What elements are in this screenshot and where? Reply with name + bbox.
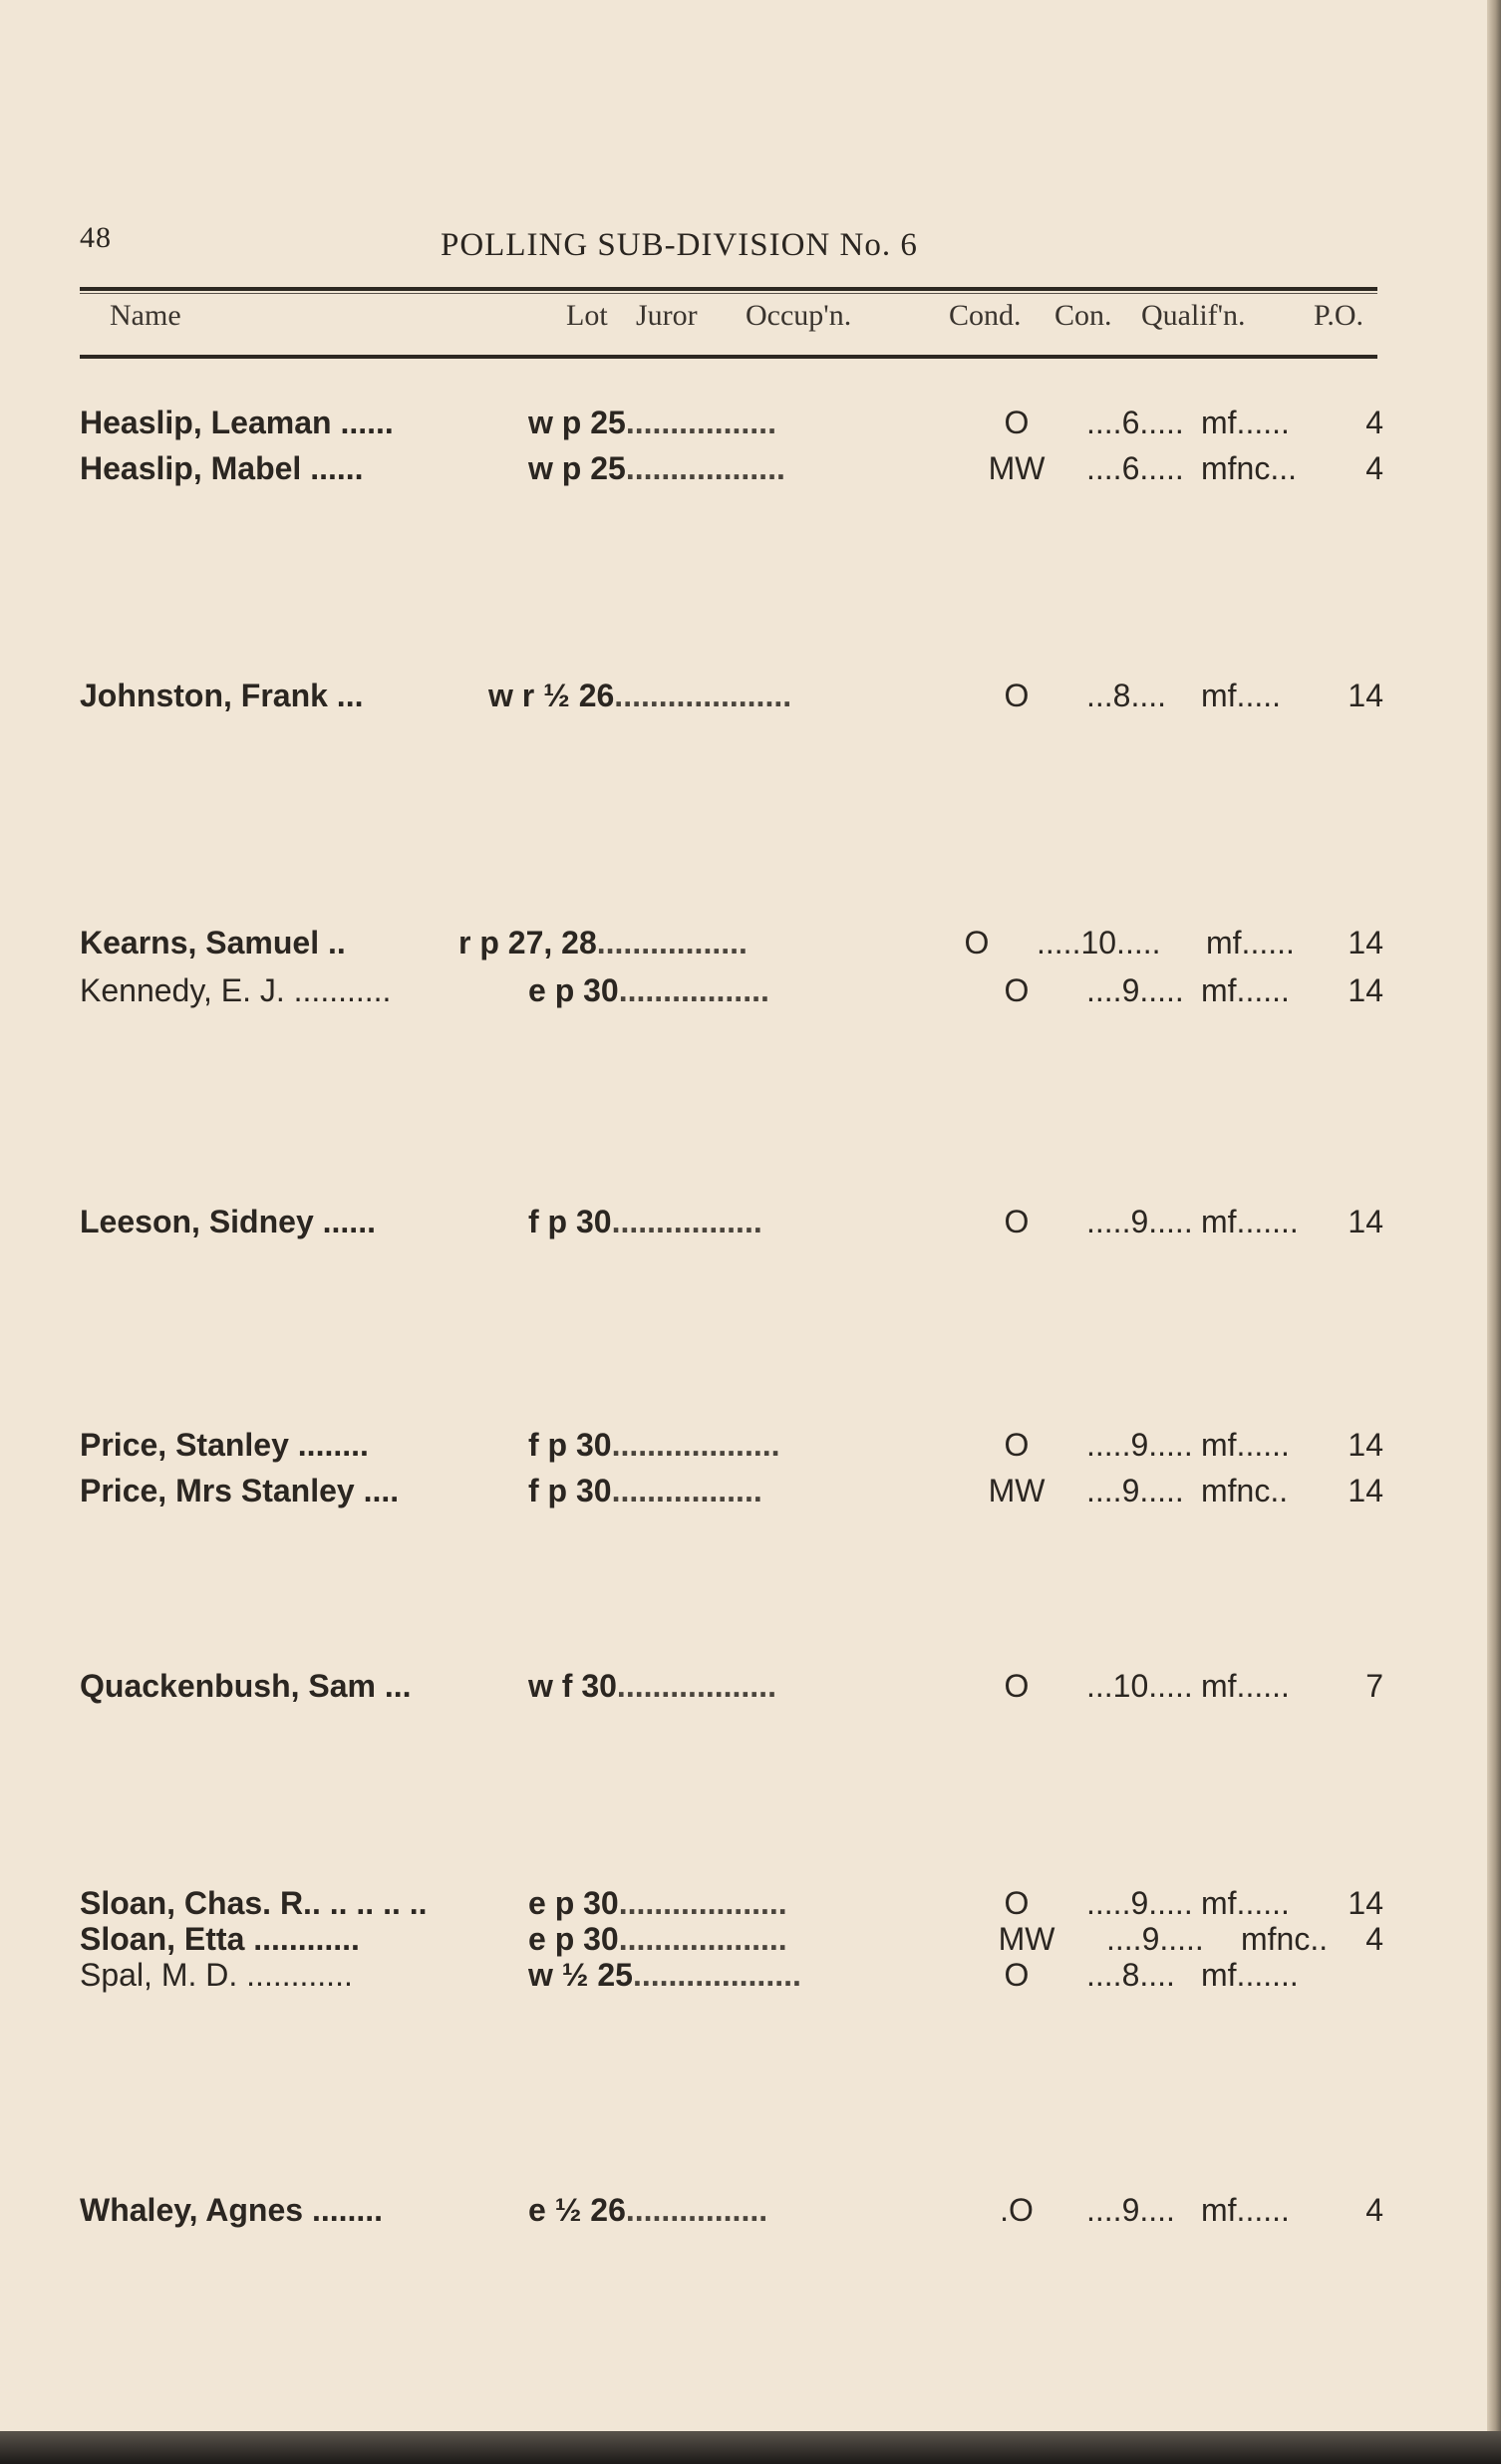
- voter-concession: .....9.....: [1086, 1204, 1193, 1239]
- voter-concession: ...10.....: [1086, 1668, 1193, 1704]
- voter-entry: [80, 2192, 1385, 2236]
- voter-post-office: 14: [1348, 1885, 1383, 1921]
- voter-qualification: mf......: [1201, 405, 1290, 440]
- voter-condition: O: [1004, 1204, 1030, 1239]
- voter-lot: r p 27, 28.................: [458, 925, 748, 960]
- voter-condition: O: [1004, 405, 1030, 440]
- voter-condition: MW: [988, 450, 1046, 486]
- voter-qualification: mfnc..: [1201, 1473, 1289, 1508]
- voter-entry: [80, 1427, 1385, 1471]
- page-number: 48: [80, 221, 112, 254]
- voter-concession: ...8....: [1086, 678, 1167, 713]
- voter-condition: O: [1004, 1957, 1030, 1993]
- column-header-name: Name: [110, 299, 181, 332]
- voter-condition: O: [1004, 678, 1030, 713]
- voter-lot: w ½ 25...................: [528, 1957, 801, 1993]
- voter-lot: e ½ 26................: [528, 2192, 768, 2228]
- voter-name: Whaley, Agnes ........: [80, 2192, 384, 2228]
- column-header-qualif: Qualif'n.: [1141, 299, 1246, 332]
- voter-qualification: mf......: [1201, 2192, 1290, 2228]
- voter-post-office: 14: [1348, 678, 1383, 713]
- column-header-po: P.O.: [1314, 299, 1364, 332]
- voter-lot: e p 30...................: [528, 1921, 787, 1957]
- header-rule-top: [80, 287, 1377, 291]
- voter-entry: [80, 972, 1385, 1016]
- voter-lot: w p 25.................: [528, 405, 776, 440]
- voter-condition: O: [1004, 1427, 1030, 1463]
- voter-condition: O: [1004, 972, 1030, 1008]
- voter-entry: [80, 450, 1385, 494]
- voter-lot: e p 30.................: [528, 972, 769, 1008]
- voter-post-office: 7: [1365, 1668, 1383, 1704]
- voter-name: Johnston, Frank ...: [80, 678, 364, 713]
- voter-entry: [80, 1473, 1385, 1516]
- voter-qualification: mf......: [1206, 925, 1295, 960]
- voter-condition: O: [964, 925, 990, 960]
- voter-name: Heaslip, Mabel ......: [80, 450, 364, 486]
- voter-qualification: mf.......: [1201, 1957, 1299, 1993]
- voter-post-office: 4: [1365, 1921, 1383, 1957]
- voter-concession: ....9.....: [1086, 972, 1184, 1008]
- voter-lot: e p 30...................: [528, 1885, 787, 1921]
- voter-qualification: mf......: [1201, 1668, 1290, 1704]
- voter-entry: [80, 1204, 1385, 1247]
- voter-concession: ....6.....: [1086, 405, 1184, 440]
- column-header-cond: Cond.: [949, 299, 1022, 332]
- voter-qualification: mf.....: [1201, 678, 1281, 713]
- voter-qualification: mf......: [1201, 1885, 1290, 1921]
- voter-post-office: 4: [1365, 450, 1383, 486]
- voter-lot: w p 25..................: [528, 450, 785, 486]
- column-header-occupation: Occup'n.: [746, 299, 852, 332]
- voter-post-office: 4: [1365, 2192, 1383, 2228]
- voter-entry: [80, 678, 1385, 721]
- voter-post-office: 14: [1348, 1427, 1383, 1463]
- voter-lot: f p 30.................: [528, 1204, 762, 1239]
- voter-condition: O: [1004, 1668, 1030, 1704]
- voter-qualification: mf.......: [1201, 1204, 1299, 1239]
- voter-concession: .....9.....: [1086, 1885, 1193, 1921]
- voter-entry: [80, 1668, 1385, 1712]
- voter-concession: .....9.....: [1086, 1427, 1193, 1463]
- page-header: [80, 221, 1375, 271]
- voter-entry: [80, 925, 1385, 968]
- voter-concession: .....10.....: [1037, 925, 1161, 960]
- voter-name: Price, Mrs Stanley ....: [80, 1473, 400, 1508]
- voter-name: Sloan, Chas. R.. .. .. .. ..: [80, 1885, 428, 1921]
- header-rule-thin: [80, 293, 1377, 294]
- voter-concession: ....8....: [1086, 1957, 1175, 1993]
- voter-entry: [80, 405, 1385, 448]
- voter-concession: ....6.....: [1086, 450, 1184, 486]
- voter-name: Sloan, Etta ............: [80, 1921, 360, 1957]
- voter-concession: ....9.....: [1106, 1921, 1204, 1957]
- voter-concession: ....9.....: [1086, 1473, 1184, 1508]
- voter-post-office: 14: [1348, 1204, 1383, 1239]
- page-title: POLLING SUB-DIVISION No. 6: [441, 227, 918, 263]
- header-rule-bottom: [80, 355, 1377, 359]
- voter-lot: f p 30...................: [528, 1427, 780, 1463]
- book-edge: [1487, 0, 1501, 2431]
- voter-name: Kennedy, E. J. ...........: [80, 972, 392, 1008]
- voter-post-office: 14: [1348, 925, 1383, 960]
- voter-qualification: mfnc..: [1241, 1921, 1329, 1957]
- voter-post-office: 4: [1365, 405, 1383, 440]
- voter-name: Kearns, Samuel ..: [80, 925, 346, 960]
- voter-qualification: mf......: [1201, 1427, 1290, 1463]
- voter-entry: [80, 1957, 1385, 2001]
- voter-condition: MW: [998, 1921, 1055, 1957]
- voter-post-office: 14: [1348, 1473, 1383, 1508]
- voter-concession: ....9....: [1086, 2192, 1175, 2228]
- voter-condition: .O: [1000, 2192, 1034, 2228]
- voter-condition: O: [1004, 1885, 1030, 1921]
- voter-name: Quackenbush, Sam ...: [80, 1668, 412, 1704]
- voter-condition: MW: [988, 1473, 1046, 1508]
- voter-qualification: mf......: [1201, 972, 1290, 1008]
- voter-name: Spal, M. D. ............: [80, 1957, 353, 1993]
- voter-lot: w f 30..................: [528, 1668, 776, 1704]
- page-bottom-edge: [0, 2431, 1501, 2464]
- voter-name: Heaslip, Leaman ......: [80, 405, 394, 440]
- voter-lot: f p 30.................: [528, 1473, 762, 1508]
- column-header-juror: Juror: [636, 299, 698, 332]
- voter-qualification: mfnc...: [1201, 450, 1298, 486]
- voter-name: Price, Stanley ........: [80, 1427, 369, 1463]
- voter-lot: w r ½ 26....................: [488, 678, 792, 713]
- column-header-con: Con.: [1054, 299, 1112, 332]
- column-header-lot: Lot: [566, 299, 608, 332]
- voter-name: Leeson, Sidney ......: [80, 1204, 376, 1239]
- voter-post-office: 14: [1348, 972, 1383, 1008]
